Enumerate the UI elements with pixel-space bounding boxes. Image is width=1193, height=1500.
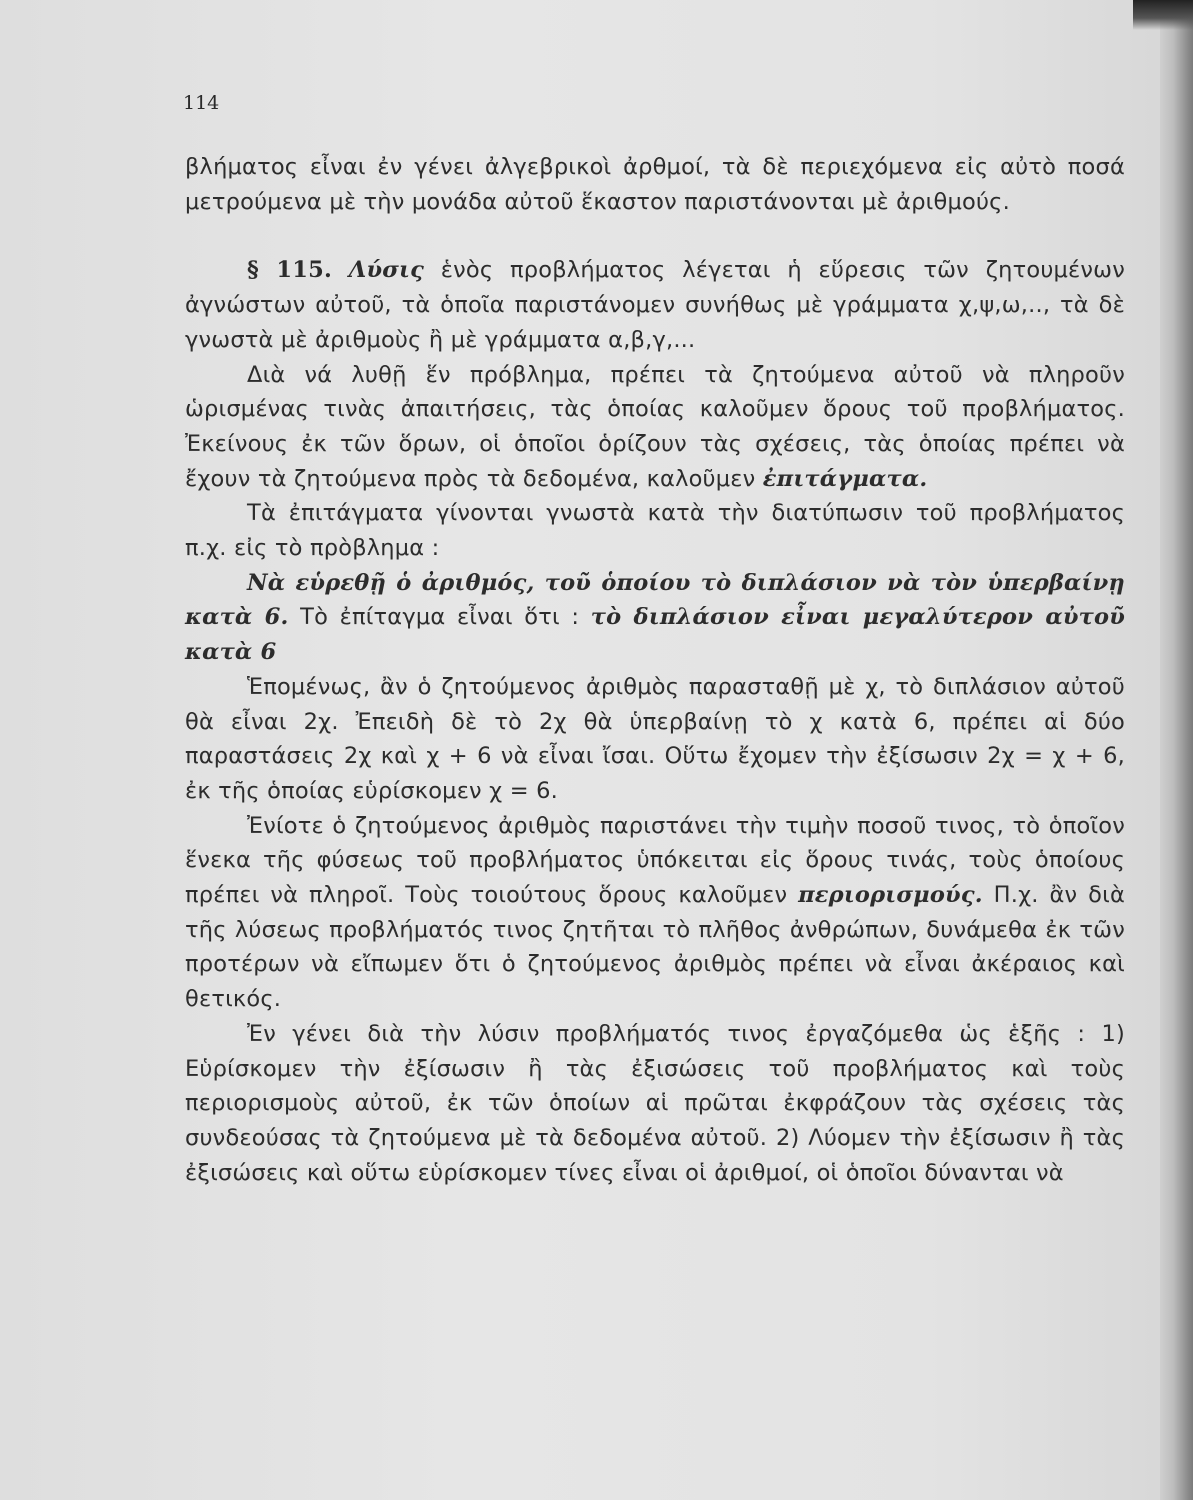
paragraph-5 bbox=[185, 566, 1125, 670]
page-number: 114 bbox=[183, 92, 220, 114]
paragraph-text: Ἐν γένει διὰ τὴν λύσιν προβλήματός τινος ἐργαζόμεθα ὡς ἑξῆς : 1) Εὑρίσκομεν τὴν ἐξίσωσιν ἢ τὰς ἐξισώσεις τοῦ προβλήματος καὶ τοὺς περιορισμοὺς αὐτοῦ, ἐκ τῶν ὁποίων αἱ πρῶται ἐκφράζουν τὰς σχέσεις τὰς συνδεούσας τὰ ζητούμενα μὲ τὰ δεδομένα αὐτοῦ. 2) Λύομεν τὴν ἐξίσωσιν ἢ τὰς ἐξισώσεις καὶ οὕτω εὑρίσκομεν τίνες εἶναι οἱ ἀριθμοί, οἱ ὁποῖοι δύνανται νὰ bbox=[185, 1020, 1125, 1186]
book-spine-shadow bbox=[1160, 0, 1193, 1500]
section-number: § 115. bbox=[247, 257, 333, 284]
paragraph-4 bbox=[185, 496, 1125, 565]
paragraph-text: Τὰ ἐπιτάγματα γίνονται γνωστὰ κατὰ τὴν διατύπωσιν τοῦ προβλήματος π.χ. εἰς τὸ πρὸβλημα : bbox=[185, 500, 1125, 562]
paragraph-text-after: Π.χ. ἂν διὰ τῆς λύσεως προβλήματός τινος ζητῆται τὸ πλῆθος ἀνθρώπων, δυνάμεθα ἐκ τῶν προτέρων νὰ εἴπωμεν ὅτι ὁ ζητούμενος ἀριθμὸς πρέπει νὰ εἶναι ἀκέραιος καὶ θετικός. bbox=[185, 882, 1125, 1013]
paragraph-text: Διὰ νά λυθῇ ἕν πρόβλημα, πρέπει τὰ ζητούμενα αὐτοῦ νὰ πληροῦν ὡρισμένας τινὰς ἀπαιτήσεις, τὰς ὁποίας καλοῦμεν ὅρους τοῦ προβλήματος. Ἐκείνους ἐκ τῶν ὅρων, οἱ ὁποῖοι ὁρίζουν τὰς σχέσεις, τὰς ὁποίας πρέπει νὰ ἔχουν τὰ ζητούμενα πρὸς τὰ δεδομένα, καλοῦμεν bbox=[185, 361, 1125, 492]
paragraph-7 bbox=[185, 809, 1125, 1017]
paragraph-section-115 bbox=[185, 253, 1125, 357]
paragraph-text: Τὸ ἐπίταγμα εἶναι ὅτι : bbox=[300, 604, 580, 631]
term-periorismous: περιορισμούς. bbox=[798, 882, 983, 909]
page-text bbox=[185, 150, 1125, 1190]
epitagma-statement: τὸ διπλάσιον εἶναι μεγαλύτερον αὐτοῦ κατὰ 6 bbox=[185, 604, 1126, 666]
paragraph-text: βλήματος εἶναι ἐν γένει ἀλγεβρικοὶ ἀρθμοί, τὰ δὲ περιεχόμενα εἰς αὐτὸ ποσά μετρούμενα μὲ τὴν μονάδα αὐτοῦ ἕκαστον παριστάνονται μὲ ἀριθμούς. bbox=[185, 154, 1125, 215]
paragraph-3 bbox=[185, 358, 1125, 497]
paragraph-8 bbox=[185, 1017, 1125, 1191]
problem-statement: Νὰ εὑρεθῇ ὁ ἀριθμός, τοῦ ὁποίου τὸ διπλάσιον νὰ τὸν ὑπερβαίνῃ κατὰ 6. bbox=[185, 569, 1125, 631]
paragraph-6 bbox=[185, 670, 1125, 809]
term-lysis: Λύσις bbox=[348, 257, 425, 284]
paragraph-text: Ἑπομένως, ἂν ὁ ζητούμενος ἀριθμὸς παρασταθῇ μὲ χ, τὸ διπλάσιον αὐτοῦ θὰ εἶναι 2χ. Ἐπειδὴ δὲ τὸ 2χ θὰ ὑπερβαίνῃ τὸ χ κατὰ 6, πρέπει αἱ δύο παραστάσεις 2χ καὶ χ + 6 νὰ εἶναι ἴσαι. Οὕτω ἔχομεν τὴν ἐξίσωσιν 2χ = χ + 6, ἐκ τῆς ὁποίας εὑρίσκομεν χ = 6. bbox=[185, 673, 1125, 804]
paragraph-text: ἑνὸς προβλήματος λέγεται ἡ εὕρεσις τῶν ζητουμένων ἀγνώστων αὐτοῦ, τὰ ὁποῖα παριστάνομεν συνήθως μὲ γράμματα χ,ψ,ω,.., τὰ δὲ γνωστὰ μὲ ἀριθμοὺς ἢ μὲ γράμματα α,β,γ,... bbox=[185, 257, 1125, 353]
paragraph-text: Ἐνίοτε ὁ ζητούμενος ἀριθμὸς παριστάνει τὴν τιμὴν ποσοῦ τινος, τὸ ὁποῖον ἕνεκα τῆς φύσεως τοῦ προβλήματος ὑπόκειται εἰς ὅρους τινάς, τοὺς ὁποίους πρέπει νὰ πληροῖ. Τοὺς τοιούτους ὅρους καλοῦμεν bbox=[185, 812, 1125, 909]
paragraph-1 bbox=[185, 150, 1125, 219]
term-epitagmata: ἐπιτάγματα. bbox=[762, 465, 928, 492]
scan-corner-shadow bbox=[1133, 0, 1193, 30]
